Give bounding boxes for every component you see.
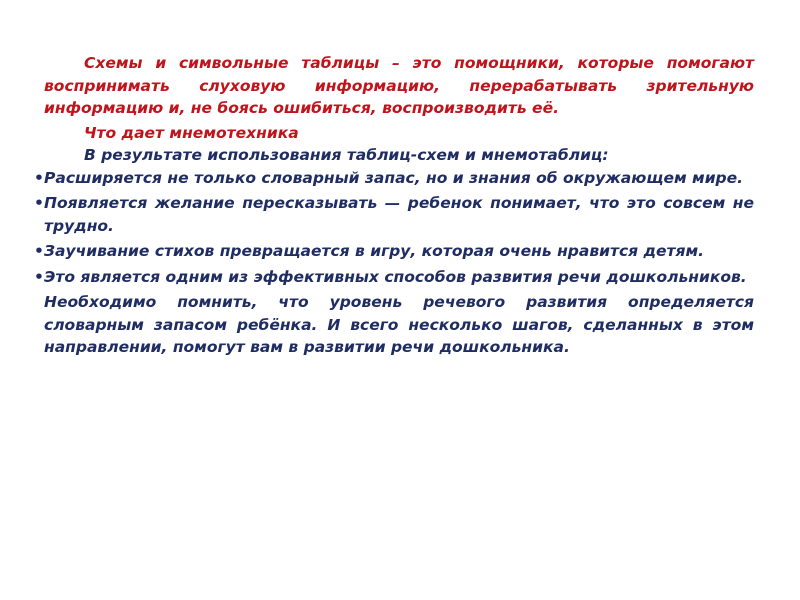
list-item: • Это является одним из эффективных способов развития речи дошкольников. (34, 266, 754, 289)
intro-paragraph: Схемы и символьные таблицы – это помощники, которые помогают воспринимать слуховую информацию, перерабатывать зрительную информацию и, не боясь ошибиться, воспроизводить её. (44, 54, 754, 117)
conclusion-paragraph: Необходимо помнить, что уровень речевого развития определяется словарным запасом ребёнка. И всего несколько шагов, сделанных в этом направлении, помогут вам в развитии речи дошкольника. (44, 293, 754, 356)
text-block (44, 52, 754, 359)
list-item: • Заучивание стихов превращается в игру, которая очень нравится детям. (34, 240, 754, 263)
question-line: Что дает мнемотехника (84, 123, 299, 142)
list-item: • Расширяется не только словарный запас, но и знания об окружающем мире. (34, 167, 754, 190)
list-item: • Появляется желание пересказывать — ребенок понимает, что это совсем не трудно. (34, 192, 754, 237)
results-list (34, 167, 754, 289)
results-heading: В результате использования таблиц-схем и мнемотаблиц: (84, 146, 609, 164)
